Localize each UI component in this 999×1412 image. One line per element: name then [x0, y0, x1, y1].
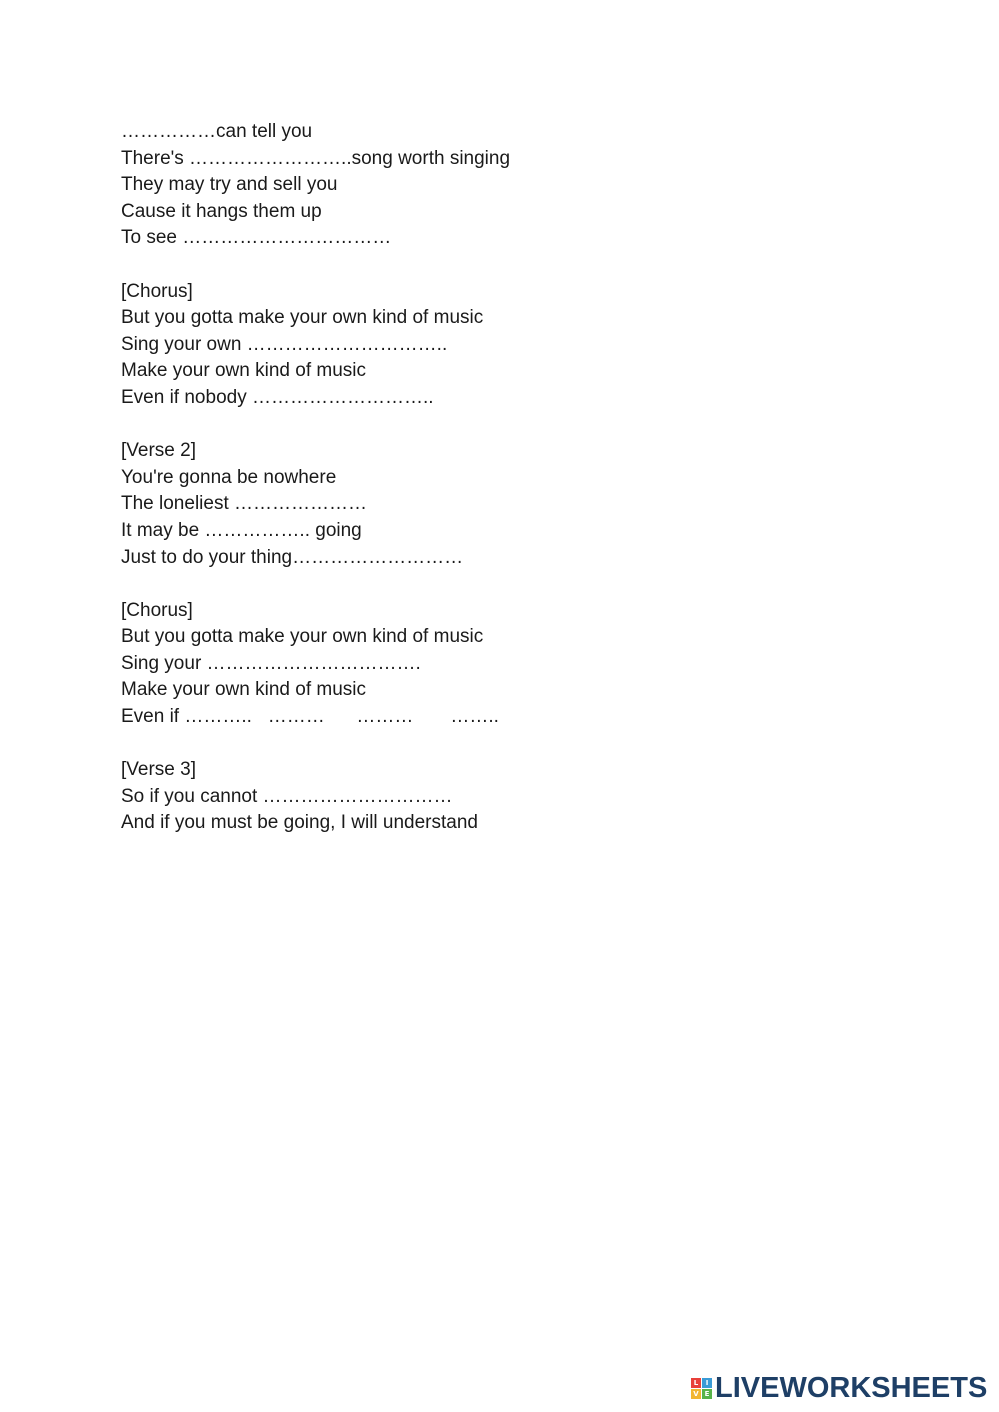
lyric-line: Even if nobody ………………………..	[121, 386, 434, 408]
lyric-line: ……………can tell you	[121, 121, 313, 142]
lyric-line: They may try and sell you	[121, 174, 338, 196]
lyric-line: Cause it hangs them up	[121, 200, 322, 222]
lyric-line: And if you must be going, I will understand	[121, 812, 478, 834]
lyric-line: But you gotta make your own kind of music	[121, 307, 484, 329]
lyric-line: So if you cannot …………………………	[121, 785, 453, 807]
blank-line	[121, 252, 510, 279]
logo-mark-letter: V	[691, 1389, 701, 1399]
lyric-line: Even if ……….. ……… ……… ……..	[121, 706, 499, 728]
liveworksheets-logo-icon	[691, 1378, 712, 1399]
logo-text: LIVEWORKSHEETS	[715, 1371, 988, 1404]
lyric-line: You're gonna be nowhere	[121, 466, 337, 488]
lyric-line: Sing your …………………………….	[121, 652, 421, 674]
section-heading-chorus: [Chorus]	[121, 599, 193, 621]
lyrics-block	[121, 119, 510, 837]
lyric-line: There's ……………………..song worth singing	[121, 147, 511, 169]
blank-line	[121, 571, 510, 598]
section-heading-verse-3: [Verse 3]	[121, 759, 196, 781]
liveworksheets-logo	[691, 1373, 987, 1403]
logo-mark-letter: E	[702, 1389, 712, 1399]
lyric-line: Make your own kind of music	[121, 360, 366, 382]
lyric-line: It may be …………….. going	[121, 519, 362, 541]
lyric-line: The loneliest …………………	[121, 493, 368, 515]
blank-line	[121, 731, 510, 758]
lyric-line: Sing your own …………………………..	[121, 333, 448, 355]
blank-line	[121, 412, 510, 439]
lyric-line: Make your own kind of music	[121, 679, 366, 701]
logo-mark-letter: L	[691, 1378, 701, 1388]
lyric-line: To see ……………………………	[121, 227, 392, 249]
section-heading-chorus: [Chorus]	[121, 280, 193, 302]
lyric-line: Just to do your thing………………………	[121, 546, 464, 568]
lyric-line: But you gotta make your own kind of music	[121, 626, 484, 648]
section-heading-verse-2: [Verse 2]	[121, 440, 196, 462]
logo-mark-letter: I	[702, 1378, 712, 1388]
